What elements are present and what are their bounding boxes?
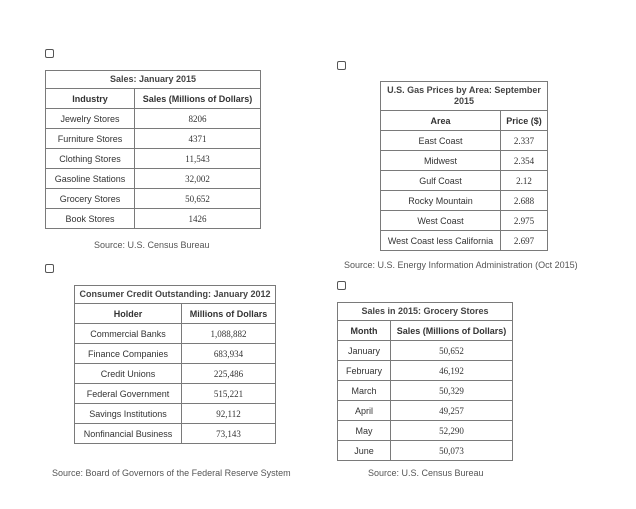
- row-value: 11,543: [135, 149, 261, 169]
- table-row: [75, 364, 276, 384]
- row-label: June: [338, 441, 391, 461]
- table-row: [46, 129, 261, 149]
- table-caption: Sales in 2015: Grocery Stores: [337, 302, 513, 320]
- source-text: Source: U.S. Census Bureau: [94, 240, 210, 250]
- column-header: Area: [381, 111, 501, 131]
- option-1-checkbox[interactable]: [45, 49, 54, 58]
- option-4-checkbox[interactable]: [337, 281, 346, 290]
- option-2-table: [380, 81, 548, 251]
- table-row: [338, 421, 513, 441]
- row-label: Grocery Stores: [46, 189, 135, 209]
- row-label: Commercial Banks: [75, 324, 182, 344]
- row-label: May: [338, 421, 391, 441]
- option-1-table: [45, 70, 261, 229]
- table-row: [338, 381, 513, 401]
- source-text: Source: U.S. Energy Information Administration (Oct 2015): [344, 260, 578, 270]
- row-value: 2.354: [501, 151, 548, 171]
- column-header: Millions of Dollars: [182, 304, 276, 324]
- row-value: 4371: [135, 129, 261, 149]
- row-label: Book Stores: [46, 209, 135, 229]
- option-4-table: [337, 302, 513, 461]
- column-header: Industry: [46, 89, 135, 109]
- row-value: 8206: [135, 109, 261, 129]
- table-row: [46, 209, 261, 229]
- table-row: [46, 189, 261, 209]
- row-label: Federal Government: [75, 384, 182, 404]
- table-row: [46, 109, 261, 129]
- row-label: Rocky Mountain: [381, 191, 501, 211]
- table-row: [381, 211, 548, 231]
- row-value: 46,192: [391, 361, 513, 381]
- row-label: Midwest: [381, 151, 501, 171]
- row-label: Gulf Coast: [381, 171, 501, 191]
- row-label: Finance Companies: [75, 344, 182, 364]
- row-label: West Coast: [381, 211, 501, 231]
- table-row: [46, 149, 261, 169]
- row-value: 2.697: [501, 231, 548, 251]
- row-value: 2.688: [501, 191, 548, 211]
- row-value: 2.12: [501, 171, 548, 191]
- row-label: Furniture Stores: [46, 129, 135, 149]
- table-row: [338, 441, 513, 461]
- row-label: Nonfinancial Business: [75, 424, 182, 444]
- table-row: [338, 341, 513, 361]
- row-value: 73,143: [182, 424, 276, 444]
- row-value: 1426: [135, 209, 261, 229]
- table-caption: Sales: January 2015: [45, 70, 261, 88]
- row-label: February: [338, 361, 391, 381]
- table-caption: Consumer Credit Outstanding: January 2012: [74, 285, 276, 303]
- row-label: East Coast: [381, 131, 501, 151]
- row-label: Jewelry Stores: [46, 109, 135, 129]
- option-3-table: [74, 285, 276, 444]
- column-header: Sales (Millions of Dollars): [391, 321, 513, 341]
- table-row: [75, 424, 276, 444]
- table-row: [338, 401, 513, 421]
- table-caption: U.S. Gas Prices by Area: September 2015: [380, 81, 548, 110]
- column-header: Price ($): [501, 111, 548, 131]
- column-header: Sales (Millions of Dollars): [135, 89, 261, 109]
- row-label: Credit Unions: [75, 364, 182, 384]
- row-value: 2.975: [501, 211, 548, 231]
- row-value: 50,073: [391, 441, 513, 461]
- row-value: 2.337: [501, 131, 548, 151]
- column-header: Holder: [75, 304, 182, 324]
- row-label: January: [338, 341, 391, 361]
- row-value: 52,290: [391, 421, 513, 441]
- row-value: 49,257: [391, 401, 513, 421]
- row-value: 50,652: [391, 341, 513, 361]
- source-text: Source: Board of Governors of the Federal Reserve System: [52, 468, 291, 478]
- row-label: Gasoline Stations: [46, 169, 135, 189]
- table-row: [381, 171, 548, 191]
- source-text: Source: U.S. Census Bureau: [368, 468, 484, 478]
- table-row: [46, 169, 261, 189]
- option-2-checkbox[interactable]: [337, 61, 346, 70]
- table-row: [75, 324, 276, 344]
- table-row: [338, 361, 513, 381]
- table-row: [75, 404, 276, 424]
- table-row: [75, 384, 276, 404]
- row-label: March: [338, 381, 391, 401]
- table-row: [75, 344, 276, 364]
- row-value: 50,652: [135, 189, 261, 209]
- row-value: 683,934: [182, 344, 276, 364]
- row-label: April: [338, 401, 391, 421]
- row-value: 515,221: [182, 384, 276, 404]
- table-row: [381, 131, 548, 151]
- row-value: 225,486: [182, 364, 276, 384]
- table-row: [381, 151, 548, 171]
- column-header: Month: [338, 321, 391, 341]
- row-label: Clothing Stores: [46, 149, 135, 169]
- table-row: [381, 191, 548, 211]
- option-3-checkbox[interactable]: [45, 264, 54, 273]
- row-label: Savings Institutions: [75, 404, 182, 424]
- row-label: West Coast less California: [381, 231, 501, 251]
- table-row: [381, 231, 548, 251]
- row-value: 50,329: [391, 381, 513, 401]
- row-value: 92,112: [182, 404, 276, 424]
- row-value: 32,002: [135, 169, 261, 189]
- row-value: 1,088,882: [182, 324, 276, 344]
